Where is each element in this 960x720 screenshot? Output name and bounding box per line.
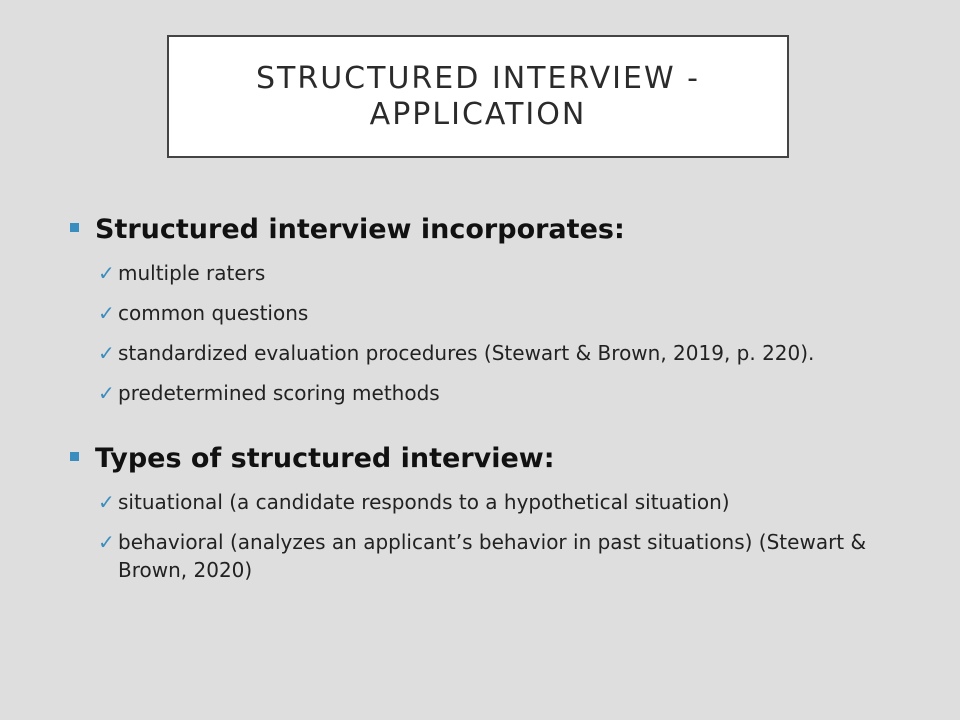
section-incorporates [70, 214, 890, 407]
list-item [98, 259, 890, 287]
list-item-text: common questions [118, 301, 309, 325]
list-item-text: predetermined scoring methods [118, 381, 440, 405]
bullet-list [70, 488, 890, 584]
bullet-list [70, 259, 890, 407]
checkmark-icon: ✓ [98, 301, 115, 325]
section-heading-row [70, 443, 890, 474]
section-heading-row [70, 214, 890, 245]
square-bullet-icon [70, 223, 79, 232]
title-box [167, 35, 789, 158]
square-bullet-icon [70, 452, 79, 461]
list-item [98, 339, 890, 367]
list-item-text: situational (a candidate responds to a hypothetical situation) [118, 490, 730, 514]
slide-title: STRUCTURED INTERVIEW - APPLICATION [256, 60, 700, 132]
list-item [98, 488, 890, 516]
slide-content [70, 214, 890, 620]
list-item [98, 528, 890, 584]
list-item [98, 379, 890, 407]
checkmark-icon: ✓ [98, 530, 115, 554]
checkmark-icon: ✓ [98, 261, 115, 285]
checkmark-icon: ✓ [98, 341, 115, 365]
list-item [98, 299, 890, 327]
list-item-text: standardized evaluation procedures (Stewart & Brown, 2019, p. 220). [118, 341, 815, 365]
section-types [70, 443, 890, 584]
list-item-text: behavioral (analyzes an applicant’s behavior in past situations) (Stewart & Brown, 2020) [118, 530, 867, 582]
checkmark-icon: ✓ [98, 490, 115, 514]
section-heading: Types of structured interview: [95, 443, 555, 474]
checkmark-icon: ✓ [98, 381, 115, 405]
section-heading: Structured interview incorporates: [95, 214, 625, 245]
list-item-text: multiple raters [118, 261, 266, 285]
